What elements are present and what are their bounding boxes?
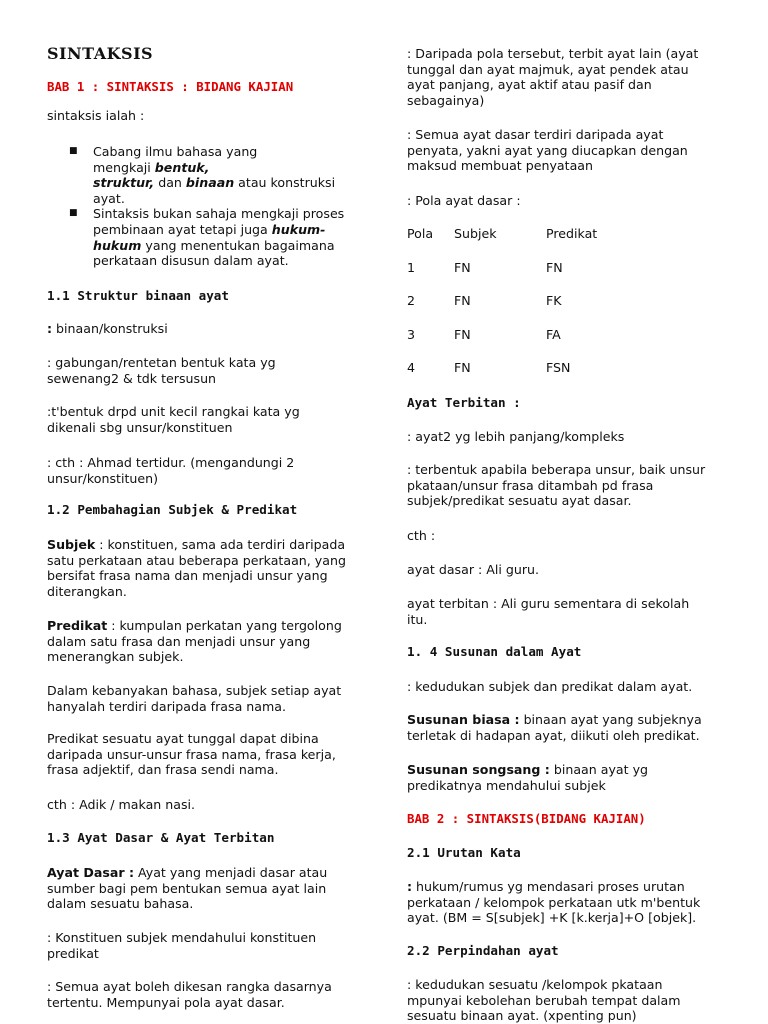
page-title: SINTAKSIS: [47, 44, 154, 63]
section-2-2-heading: 2.2 Perpindahan ayat: [407, 943, 559, 958]
paragraph: : binaan/konstruksi: [47, 321, 168, 336]
paragraph: : kedudukan sesuatu /kelompok pkataan mpunyai kebolehan berubah tempat dalam sesuatu binaan ayat. (xpenting pun): [407, 977, 681, 1024]
table-cell: FN: [454, 360, 471, 375]
paragraph: Ayat Dasar : Ayat yang menjadi dasar atau sumber bagi pem bentukan semua ayat lain dalam sesuatu bahasa.: [47, 865, 328, 912]
list-item: ■ Sintaksis bukan sahaja mengkaji proses pembinaan ayat tetapi juga hukum- hukum yang menentukan bagaimana perkataan disusun dalam ayat.: [69, 206, 345, 269]
table-cell: 2: [407, 293, 416, 308]
paragraph: : kedudukan subjek dan predikat dalam ayat.: [407, 679, 693, 694]
table-row: [407, 260, 597, 294]
paragraph: : Konstituen subjek mendahului konstituen predikat: [47, 930, 317, 961]
paragraph: Subjek : konstituen, sama ada terdiri daripada satu perkataan atau beberapa perkataan, yang bersifat frasa nama dan menjadi unsur yang diterangkan.: [47, 537, 346, 599]
table-row: [407, 327, 597, 361]
table-cell: FN: [454, 293, 471, 308]
ayat-terbitan-heading: Ayat Terbitan :: [407, 395, 521, 410]
bab2-heading: BAB 2 : SINTAKSIS(BIDANG KAJIAN): [407, 811, 646, 826]
table-cell: FN: [454, 259, 471, 275]
table-cell: FSN: [546, 360, 571, 375]
bullet-icon: ■: [69, 208, 78, 219]
section-2-1-heading: 2.1 Urutan Kata: [407, 845, 521, 860]
table-row: [407, 293, 597, 327]
paragraph: Susunan songsang : binaan ayat yg predikatnya mendahului subjek: [407, 762, 649, 793]
intro-text: sintaksis ialah :: [47, 108, 145, 123]
pola-table: [407, 226, 597, 394]
paragraph: :t'bentuk drpd unit kecil rangkai kata yg dikenali sbg unsur/konstituen: [47, 404, 300, 435]
paragraph: : Semua ayat boleh dikesan rangka dasarnya tertentu. Mempunyai pola ayat dasar.: [47, 979, 332, 1010]
bab1-heading: BAB 1 : SINTAKSIS : BIDANG KAJIAN: [47, 79, 294, 94]
table-header-row: [407, 226, 597, 260]
paragraph: Predikat : kumpulan perkatan yang tergolong dalam satu frasa dan menjadi unsur yang menerangkan subjek.: [47, 618, 342, 665]
paragraph: : hukum/rumus yg mendasari proses urutan perkataan / kelompok perkataan utk m'bentuk ayat. (BM = S[subjek] +K [k.kerja]+O [objek].: [407, 879, 701, 926]
paragraph: Predikat sesuatu ayat tunggal dapat dibina daripada unsur-unsur frasa nama, frasa kerja, frasa adjektif, dan frasa sendi nama.: [47, 731, 336, 778]
table-cell: 3: [407, 326, 416, 342]
section-1-2-heading: 1.2 Pembahagian Subjek & Predikat: [47, 502, 298, 517]
section-1-1-heading: 1.1 Struktur binaan ayat: [47, 288, 229, 303]
paragraph: : ayat2 yg lebih panjang/kompleks: [407, 429, 625, 444]
paragraph: Dalam kebanyakan bahasa, subjek setiap ayat hanyalah terdiri daripada frasa nama.: [47, 683, 342, 714]
definition-list: [47, 144, 369, 269]
section-1-3-heading: 1.3 Ayat Dasar & Ayat Terbitan: [47, 830, 275, 845]
paragraph: : Semua ayat dasar terdiri daripada ayat penyata, yakni ayat yang diucapkan dengan maksud membuat penyataan: [407, 127, 688, 174]
paragraph: cth :: [407, 528, 436, 543]
table-cell: 4: [407, 360, 416, 375]
table-header: Predikat: [546, 226, 598, 241]
table-row: [407, 360, 597, 394]
table-cell: FN: [546, 259, 563, 275]
table-cell: FA: [546, 326, 561, 342]
paragraph: : cth : Ahmad tertidur. (mengandungi 2 unsur/konstituen): [47, 455, 295, 486]
bullet-icon: ■: [69, 146, 78, 156]
paragraph: : gabungan/rentetan bentuk kata yg sewenang2 & tdk tersusun: [47, 355, 276, 386]
paragraph: Susunan biasa : binaan ayat yang subjeknya terletak di hadapan ayat, diikuti oleh predikat.: [407, 712, 702, 743]
section-1-4-heading: 1. 4 Susunan dalam Ayat: [407, 644, 582, 659]
paragraph: ayat terbitan : Ali guru sementara di sekolah itu.: [407, 596, 690, 627]
table-cell: FN: [454, 326, 471, 342]
table-header: Subjek: [454, 226, 497, 241]
paragraph: : Pola ayat dasar :: [407, 193, 521, 208]
paragraph: : Daripada pola tersebut, terbit ayat lain (ayat tunggal dan ayat majmuk, ayat pendek atau ayat panjang, ayat aktif atau pasif dan sebagainya): [407, 46, 699, 108]
paragraph: : terbentuk apabila beberapa unsur, baik unsur pkataan/unsur frasa ditambah pd frasa subjek/predikat sesuatu ayat dasar.: [407, 462, 706, 509]
paragraph: cth : Adik / makan nasi.: [47, 797, 196, 812]
table-cell: FK: [546, 293, 562, 308]
paragraph: ayat dasar : Ali guru.: [407, 562, 540, 577]
table-header: Pola: [407, 226, 434, 241]
list-item: ■ Cabang ilmu bahasa yang mengkaji bentuk, struktur, dan binaan atau konstruksi ayat.: [69, 144, 336, 206]
table-cell: 1: [407, 259, 416, 275]
